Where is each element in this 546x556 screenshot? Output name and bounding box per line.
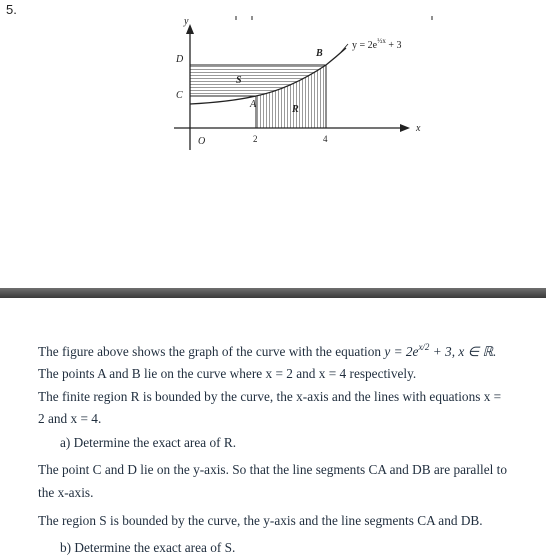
question-part-a: a) Determine the exact area of R.	[60, 435, 237, 450]
curve-label-pointer	[341, 44, 348, 52]
paragraph-region-s: The region S is bounded by the curve, the y-axis and the line segments CA and DB.	[38, 513, 483, 528]
paragraph-region-r-line2: 2 and x = 4.	[38, 411, 102, 426]
label-b: B	[316, 48, 323, 59]
x-axis-arrow	[400, 124, 410, 132]
intro-text: The figure above shows the graph of the curve with the equation	[38, 344, 385, 359]
label-c: C	[176, 90, 183, 101]
label-a: A	[250, 99, 257, 110]
equation: $y = 2e^{x/2} + 3$, x ∈ ℝ.	[384, 342, 497, 359]
label-r: R	[292, 104, 299, 115]
curve-equation-label: $y = 2e^{\frac{1}{2}x} + 3$	[352, 37, 402, 51]
question-number: 5.	[6, 2, 17, 17]
question-part-b: b) Determine the exact area of S.	[60, 540, 236, 555]
section-divider	[0, 288, 546, 298]
curve-figure	[160, 14, 450, 164]
paragraph-points-cd-line1: The point C and D lie on the y-axis. So that the line segments CA and DB are parallel to	[38, 462, 507, 477]
origin-label: O	[198, 136, 206, 147]
label-s: S	[236, 75, 242, 86]
axis-x-label: x	[416, 123, 421, 134]
paragraph-points: The points A and B lie on the curve where x = 2 and x = 4 respectively.	[38, 366, 417, 381]
tick-4: 4	[323, 134, 328, 144]
axis-y-label: y	[184, 16, 189, 27]
paragraph-points-cd-line2: the x-axis.	[38, 485, 94, 500]
paragraph-region-r-line1: The finite region R is bounded by the curve, the x-axis and the lines with equations x =	[38, 389, 502, 404]
paragraph-intro	[38, 342, 496, 360]
label-d: D	[176, 54, 184, 65]
tick-2: 2	[253, 134, 258, 144]
